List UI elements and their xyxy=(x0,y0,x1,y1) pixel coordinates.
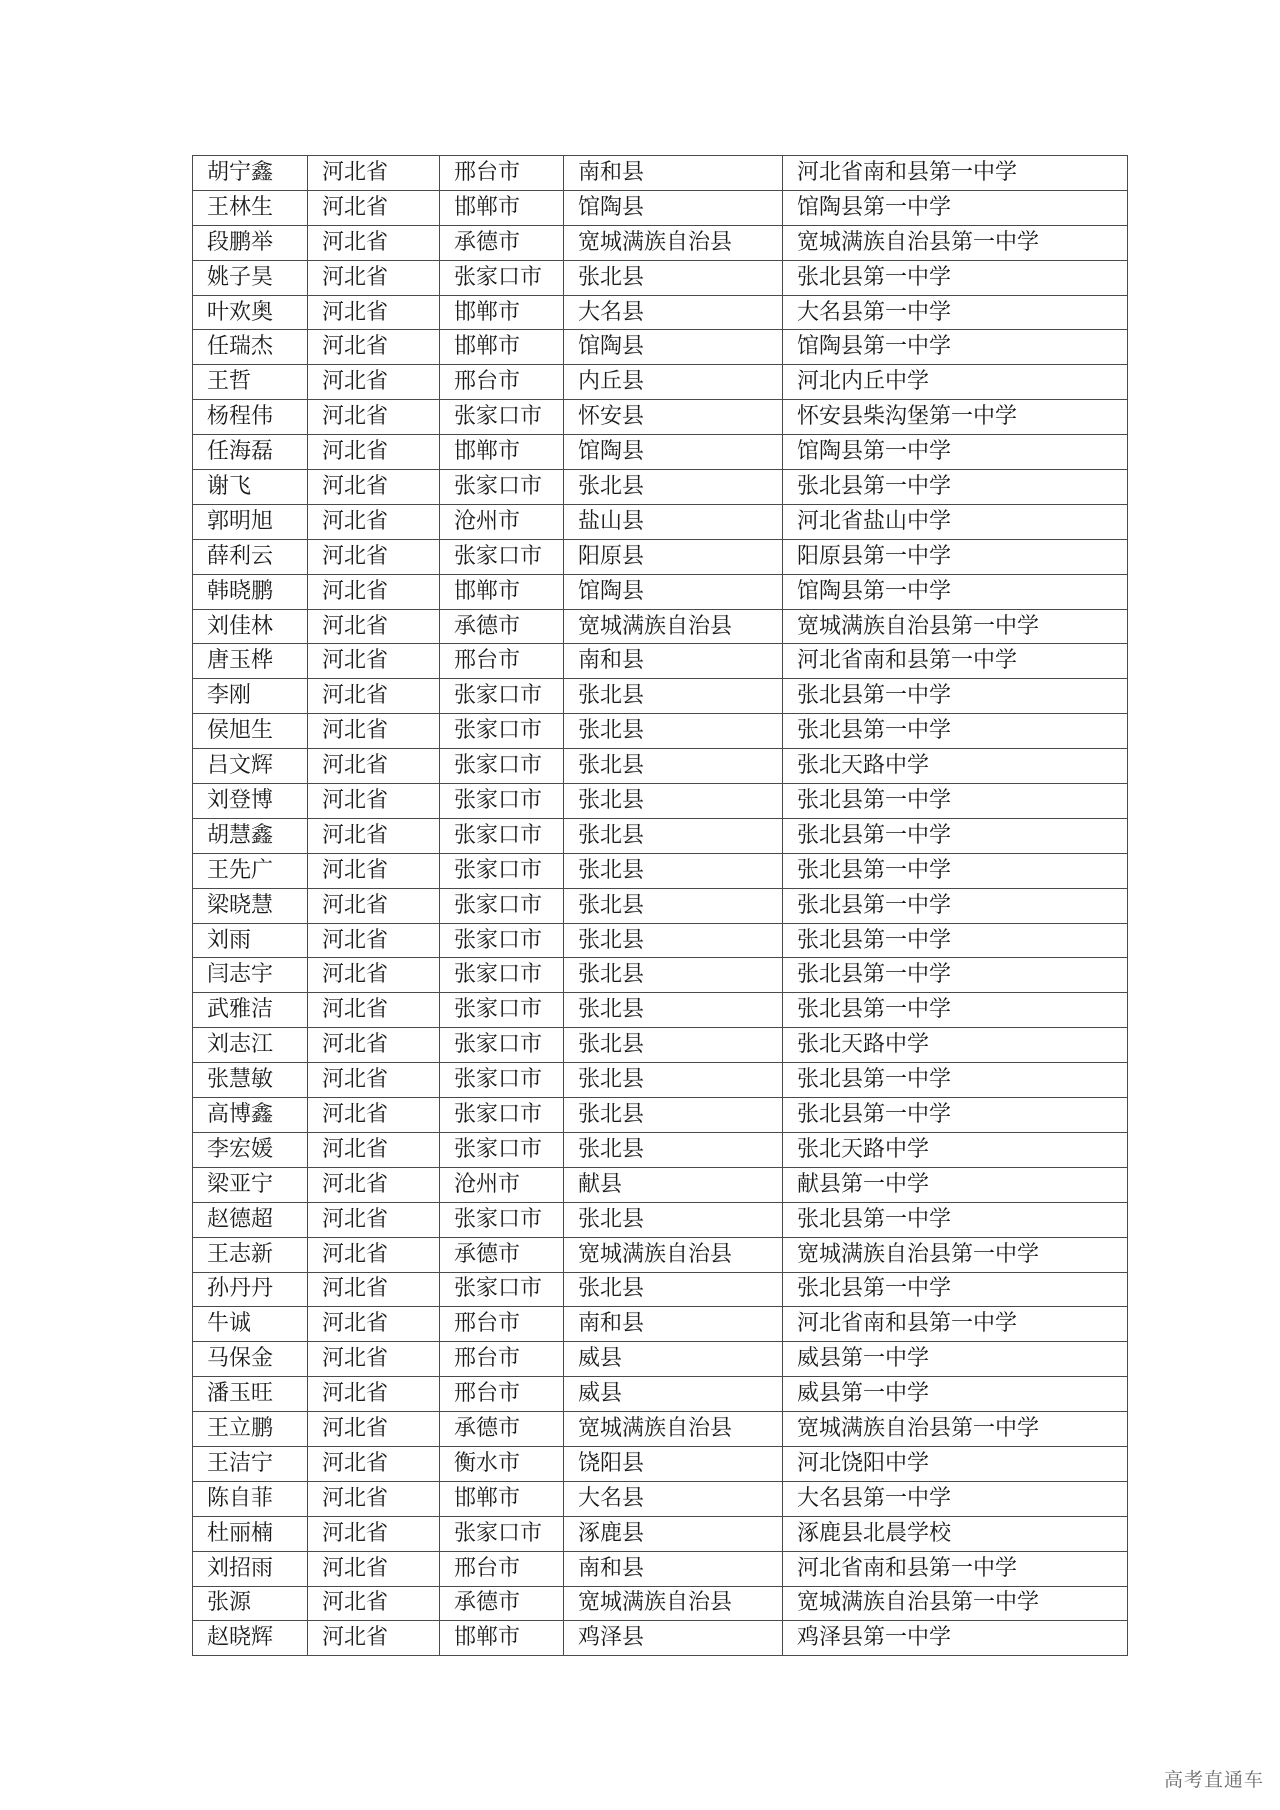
name-cell: 王先广 xyxy=(193,853,308,888)
table-row xyxy=(193,993,1128,1028)
name-cell: 王洁宁 xyxy=(193,1446,308,1481)
school-cell: 张北天路中学 xyxy=(783,1028,1128,1063)
school-cell: 宽城满族自治县第一中学 xyxy=(783,1412,1128,1447)
province-cell: 河北省 xyxy=(308,1377,440,1412)
city-cell: 邯郸市 xyxy=(440,190,564,225)
school-cell: 张北县第一中学 xyxy=(783,993,1128,1028)
province-cell: 河北省 xyxy=(308,1307,440,1342)
table-row xyxy=(193,400,1128,435)
table-row xyxy=(193,225,1128,260)
city-cell: 邢台市 xyxy=(440,1551,564,1586)
county-cell: 南和县 xyxy=(564,156,783,191)
province-cell: 河北省 xyxy=(308,644,440,679)
school-cell: 张北天路中学 xyxy=(783,1132,1128,1167)
table-row xyxy=(193,156,1128,191)
county-cell: 张北县 xyxy=(564,1098,783,1133)
table-row xyxy=(193,1202,1128,1237)
table-row xyxy=(193,574,1128,609)
school-cell: 宽城满族自治县第一中学 xyxy=(783,609,1128,644)
province-cell: 河北省 xyxy=(308,435,440,470)
county-cell: 内丘县 xyxy=(564,365,783,400)
county-cell: 阳原县 xyxy=(564,539,783,574)
table-row xyxy=(193,1342,1128,1377)
name-cell: 刘雨 xyxy=(193,923,308,958)
county-cell: 大名县 xyxy=(564,1481,783,1516)
city-cell: 承德市 xyxy=(440,1586,564,1621)
name-cell: 姚子昊 xyxy=(193,260,308,295)
city-cell: 承德市 xyxy=(440,225,564,260)
province-cell: 河北省 xyxy=(308,260,440,295)
name-cell: 赵德超 xyxy=(193,1202,308,1237)
table-row xyxy=(193,330,1128,365)
name-cell: 陈自菲 xyxy=(193,1481,308,1516)
county-cell: 盐山县 xyxy=(564,504,783,539)
province-cell: 河北省 xyxy=(308,853,440,888)
province-cell: 河北省 xyxy=(308,1098,440,1133)
county-cell: 张北县 xyxy=(564,749,783,784)
name-cell: 闫志宇 xyxy=(193,958,308,993)
province-cell: 河北省 xyxy=(308,400,440,435)
city-cell: 承德市 xyxy=(440,1412,564,1447)
county-cell: 张北县 xyxy=(564,679,783,714)
school-cell: 大名县第一中学 xyxy=(783,1481,1128,1516)
city-cell: 张家口市 xyxy=(440,888,564,923)
city-cell: 张家口市 xyxy=(440,1516,564,1551)
county-cell: 饶阳县 xyxy=(564,1446,783,1481)
table-row xyxy=(193,1132,1128,1167)
city-cell: 邯郸市 xyxy=(440,435,564,470)
school-cell: 张北县第一中学 xyxy=(783,679,1128,714)
table-row xyxy=(193,1098,1128,1133)
school-cell: 宽城满族自治县第一中学 xyxy=(783,1237,1128,1272)
school-cell: 馆陶县第一中学 xyxy=(783,435,1128,470)
city-cell: 邯郸市 xyxy=(440,330,564,365)
county-cell: 南和县 xyxy=(564,1551,783,1586)
county-cell: 张北县 xyxy=(564,1202,783,1237)
city-cell: 张家口市 xyxy=(440,714,564,749)
county-cell: 南和县 xyxy=(564,644,783,679)
name-cell: 薛利云 xyxy=(193,539,308,574)
name-cell: 唐玉桦 xyxy=(193,644,308,679)
school-cell: 河北省南和县第一中学 xyxy=(783,1307,1128,1342)
school-cell: 河北内丘中学 xyxy=(783,365,1128,400)
city-cell: 张家口市 xyxy=(440,539,564,574)
name-cell: 刘志江 xyxy=(193,1028,308,1063)
county-cell: 张北县 xyxy=(564,1028,783,1063)
name-cell: 刘招雨 xyxy=(193,1551,308,1586)
school-cell: 张北县第一中学 xyxy=(783,958,1128,993)
table-row xyxy=(193,853,1128,888)
school-cell: 张北县第一中学 xyxy=(783,714,1128,749)
province-cell: 河北省 xyxy=(308,574,440,609)
city-cell: 张家口市 xyxy=(440,853,564,888)
county-cell: 张北县 xyxy=(564,888,783,923)
table-row xyxy=(193,1551,1128,1586)
county-cell: 张北县 xyxy=(564,993,783,1028)
table-row xyxy=(193,609,1128,644)
school-cell: 张北县第一中学 xyxy=(783,1098,1128,1133)
table-row xyxy=(193,1446,1128,1481)
city-cell: 张家口市 xyxy=(440,470,564,505)
table-row xyxy=(193,958,1128,993)
table-row xyxy=(193,504,1128,539)
school-cell: 河北省盐山中学 xyxy=(783,504,1128,539)
city-cell: 张家口市 xyxy=(440,260,564,295)
table-row xyxy=(193,644,1128,679)
school-cell: 张北县第一中学 xyxy=(783,470,1128,505)
table-row xyxy=(193,1377,1128,1412)
table-row xyxy=(193,1481,1128,1516)
city-cell: 承德市 xyxy=(440,609,564,644)
province-cell: 河北省 xyxy=(308,539,440,574)
school-cell: 张北县第一中学 xyxy=(783,1063,1128,1098)
county-cell: 大名县 xyxy=(564,295,783,330)
county-cell: 宽城满族自治县 xyxy=(564,225,783,260)
name-cell: 任瑞杰 xyxy=(193,330,308,365)
name-cell: 李刚 xyxy=(193,679,308,714)
city-cell: 张家口市 xyxy=(440,784,564,819)
school-cell: 涿鹿县北晨学校 xyxy=(783,1516,1128,1551)
county-cell: 张北县 xyxy=(564,714,783,749)
school-cell: 张北县第一中学 xyxy=(783,784,1128,819)
county-cell: 宽城满族自治县 xyxy=(564,1586,783,1621)
name-cell: 张源 xyxy=(193,1586,308,1621)
province-cell: 河北省 xyxy=(308,225,440,260)
province-cell: 河北省 xyxy=(308,818,440,853)
school-cell: 威县第一中学 xyxy=(783,1342,1128,1377)
name-cell: 吕文辉 xyxy=(193,749,308,784)
school-cell: 河北省南和县第一中学 xyxy=(783,156,1128,191)
school-cell: 张北县第一中学 xyxy=(783,1272,1128,1307)
name-cell: 叶欢奥 xyxy=(193,295,308,330)
school-cell: 河北省南和县第一中学 xyxy=(783,644,1128,679)
city-cell: 邢台市 xyxy=(440,365,564,400)
city-cell: 邯郸市 xyxy=(440,295,564,330)
name-cell: 郭明旭 xyxy=(193,504,308,539)
roster-table xyxy=(192,155,1128,1656)
name-cell: 王林生 xyxy=(193,190,308,225)
school-cell: 献县第一中学 xyxy=(783,1167,1128,1202)
name-cell: 高博鑫 xyxy=(193,1098,308,1133)
county-cell: 张北县 xyxy=(564,1063,783,1098)
county-cell: 张北县 xyxy=(564,1132,783,1167)
county-cell: 馆陶县 xyxy=(564,190,783,225)
table-row xyxy=(193,1272,1128,1307)
school-cell: 馆陶县第一中学 xyxy=(783,190,1128,225)
county-cell: 南和县 xyxy=(564,1307,783,1342)
province-cell: 河北省 xyxy=(308,1167,440,1202)
table-row xyxy=(193,818,1128,853)
province-cell: 河北省 xyxy=(308,958,440,993)
province-cell: 河北省 xyxy=(308,295,440,330)
city-cell: 衡水市 xyxy=(440,1446,564,1481)
name-cell: 王志新 xyxy=(193,1237,308,1272)
name-cell: 韩晓鹏 xyxy=(193,574,308,609)
province-cell: 河北省 xyxy=(308,330,440,365)
province-cell: 河北省 xyxy=(308,1446,440,1481)
city-cell: 邢台市 xyxy=(440,1377,564,1412)
city-cell: 沧州市 xyxy=(440,1167,564,1202)
city-cell: 邯郸市 xyxy=(440,1621,564,1656)
province-cell: 河北省 xyxy=(308,1412,440,1447)
city-cell: 张家口市 xyxy=(440,1028,564,1063)
name-cell: 刘登博 xyxy=(193,784,308,819)
province-cell: 河北省 xyxy=(308,470,440,505)
name-cell: 杜丽楠 xyxy=(193,1516,308,1551)
name-cell: 刘佳林 xyxy=(193,609,308,644)
province-cell: 河北省 xyxy=(308,1551,440,1586)
school-cell: 怀安县柴沟堡第一中学 xyxy=(783,400,1128,435)
name-cell: 段鹏举 xyxy=(193,225,308,260)
province-cell: 河北省 xyxy=(308,679,440,714)
province-cell: 河北省 xyxy=(308,1132,440,1167)
name-cell: 谢飞 xyxy=(193,470,308,505)
city-cell: 邢台市 xyxy=(440,644,564,679)
table-row xyxy=(193,888,1128,923)
county-cell: 张北县 xyxy=(564,1272,783,1307)
name-cell: 张慧敏 xyxy=(193,1063,308,1098)
city-cell: 张家口市 xyxy=(440,1272,564,1307)
city-cell: 张家口市 xyxy=(440,1098,564,1133)
province-cell: 河北省 xyxy=(308,888,440,923)
city-cell: 张家口市 xyxy=(440,958,564,993)
watermark-text: 高考直通车 xyxy=(1163,1769,1264,1791)
table-row xyxy=(193,1237,1128,1272)
province-cell: 河北省 xyxy=(308,714,440,749)
school-cell: 张北县第一中学 xyxy=(783,260,1128,295)
county-cell: 张北县 xyxy=(564,260,783,295)
name-cell: 胡慧鑫 xyxy=(193,818,308,853)
county-cell: 馆陶县 xyxy=(564,435,783,470)
city-cell: 张家口市 xyxy=(440,993,564,1028)
city-cell: 张家口市 xyxy=(440,1132,564,1167)
school-cell: 张北县第一中学 xyxy=(783,923,1128,958)
table-row xyxy=(193,295,1128,330)
table-row xyxy=(193,1516,1128,1551)
table-row xyxy=(193,1028,1128,1063)
province-cell: 河北省 xyxy=(308,1272,440,1307)
school-cell: 宽城满族自治县第一中学 xyxy=(783,1586,1128,1621)
name-cell: 赵晓辉 xyxy=(193,1621,308,1656)
province-cell: 河北省 xyxy=(308,993,440,1028)
province-cell: 河北省 xyxy=(308,1237,440,1272)
province-cell: 河北省 xyxy=(308,1342,440,1377)
city-cell: 承德市 xyxy=(440,1237,564,1272)
county-cell: 张北县 xyxy=(564,470,783,505)
name-cell: 李宏媛 xyxy=(193,1132,308,1167)
name-cell: 梁晓慧 xyxy=(193,888,308,923)
name-cell: 马保金 xyxy=(193,1342,308,1377)
county-cell: 张北县 xyxy=(564,958,783,993)
city-cell: 邢台市 xyxy=(440,156,564,191)
county-cell: 宽城满族自治县 xyxy=(564,1412,783,1447)
table-row xyxy=(193,784,1128,819)
school-cell: 张北县第一中学 xyxy=(783,1202,1128,1237)
county-cell: 馆陶县 xyxy=(564,574,783,609)
table-row xyxy=(193,365,1128,400)
roster-table-body xyxy=(193,156,1128,1656)
county-cell: 怀安县 xyxy=(564,400,783,435)
name-cell: 杨程伟 xyxy=(193,400,308,435)
city-cell: 张家口市 xyxy=(440,749,564,784)
school-cell: 阳原县第一中学 xyxy=(783,539,1128,574)
city-cell: 邯郸市 xyxy=(440,1481,564,1516)
name-cell: 梁亚宁 xyxy=(193,1167,308,1202)
school-cell: 宽城满族自治县第一中学 xyxy=(783,225,1128,260)
province-cell: 河北省 xyxy=(308,1063,440,1098)
county-cell: 威县 xyxy=(564,1377,783,1412)
school-cell: 张北县第一中学 xyxy=(783,818,1128,853)
table-row xyxy=(193,190,1128,225)
table-row xyxy=(193,1063,1128,1098)
name-cell: 胡宁鑫 xyxy=(193,156,308,191)
county-cell: 宽城满族自治县 xyxy=(564,609,783,644)
name-cell: 王哲 xyxy=(193,365,308,400)
school-cell: 鸡泽县第一中学 xyxy=(783,1621,1128,1656)
school-cell: 馆陶县第一中学 xyxy=(783,330,1128,365)
table-row xyxy=(193,435,1128,470)
name-cell: 侯旭生 xyxy=(193,714,308,749)
table-row xyxy=(193,1621,1128,1656)
table-row xyxy=(193,470,1128,505)
province-cell: 河北省 xyxy=(308,1481,440,1516)
province-cell: 河北省 xyxy=(308,1586,440,1621)
table-row xyxy=(193,714,1128,749)
table-row xyxy=(193,1586,1128,1621)
city-cell: 张家口市 xyxy=(440,923,564,958)
city-cell: 张家口市 xyxy=(440,400,564,435)
table-row xyxy=(193,1412,1128,1447)
province-cell: 河北省 xyxy=(308,784,440,819)
province-cell: 河北省 xyxy=(308,156,440,191)
school-cell: 大名县第一中学 xyxy=(783,295,1128,330)
name-cell: 王立鹏 xyxy=(193,1412,308,1447)
school-cell: 河北饶阳中学 xyxy=(783,1446,1128,1481)
county-cell: 馆陶县 xyxy=(564,330,783,365)
name-cell: 武雅洁 xyxy=(193,993,308,1028)
city-cell: 邢台市 xyxy=(440,1342,564,1377)
table-row xyxy=(193,539,1128,574)
province-cell: 河北省 xyxy=(308,609,440,644)
table-row xyxy=(193,679,1128,714)
province-cell: 河北省 xyxy=(308,1516,440,1551)
name-cell: 孙丹丹 xyxy=(193,1272,308,1307)
province-cell: 河北省 xyxy=(308,365,440,400)
province-cell: 河北省 xyxy=(308,749,440,784)
province-cell: 河北省 xyxy=(308,1621,440,1656)
county-cell: 鸡泽县 xyxy=(564,1621,783,1656)
name-cell: 牛诚 xyxy=(193,1307,308,1342)
city-cell: 张家口市 xyxy=(440,679,564,714)
table-row xyxy=(193,260,1128,295)
province-cell: 河北省 xyxy=(308,1028,440,1063)
city-cell: 张家口市 xyxy=(440,818,564,853)
name-cell: 任海磊 xyxy=(193,435,308,470)
county-cell: 威县 xyxy=(564,1342,783,1377)
school-cell: 张北县第一中学 xyxy=(783,853,1128,888)
city-cell: 邯郸市 xyxy=(440,574,564,609)
city-cell: 邢台市 xyxy=(440,1307,564,1342)
city-cell: 张家口市 xyxy=(440,1202,564,1237)
province-cell: 河北省 xyxy=(308,504,440,539)
county-cell: 张北县 xyxy=(564,784,783,819)
school-cell: 馆陶县第一中学 xyxy=(783,574,1128,609)
county-cell: 张北县 xyxy=(564,853,783,888)
table-row xyxy=(193,1307,1128,1342)
name-cell: 潘玉旺 xyxy=(193,1377,308,1412)
province-cell: 河北省 xyxy=(308,190,440,225)
roster-sheet xyxy=(192,155,1127,1656)
school-cell: 张北县第一中学 xyxy=(783,888,1128,923)
table-row xyxy=(193,749,1128,784)
table-row xyxy=(193,923,1128,958)
province-cell: 河北省 xyxy=(308,1202,440,1237)
county-cell: 献县 xyxy=(564,1167,783,1202)
school-cell: 河北省南和县第一中学 xyxy=(783,1551,1128,1586)
county-cell: 张北县 xyxy=(564,923,783,958)
county-cell: 张北县 xyxy=(564,818,783,853)
table-row xyxy=(193,1167,1128,1202)
school-cell: 威县第一中学 xyxy=(783,1377,1128,1412)
county-cell: 宽城满族自治县 xyxy=(564,1237,783,1272)
city-cell: 沧州市 xyxy=(440,504,564,539)
city-cell: 张家口市 xyxy=(440,1063,564,1098)
school-cell: 张北天路中学 xyxy=(783,749,1128,784)
province-cell: 河北省 xyxy=(308,923,440,958)
county-cell: 涿鹿县 xyxy=(564,1516,783,1551)
